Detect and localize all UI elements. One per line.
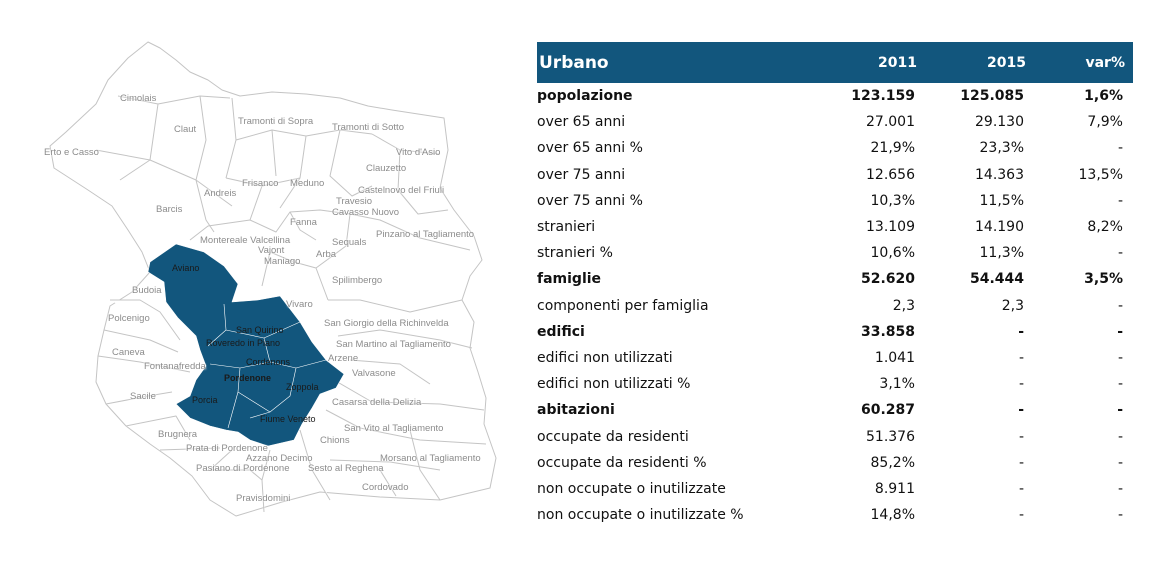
table-row xyxy=(537,450,1133,476)
map-label-fontanafredda: Fontanafredda xyxy=(144,361,206,372)
table-header xyxy=(537,42,1133,83)
table-row xyxy=(537,109,1133,135)
map-label-valvasone: Valvasone xyxy=(352,368,396,379)
value-var: - xyxy=(1117,402,1123,419)
map-label-prata: Prata di Pordenone xyxy=(186,443,268,454)
value-2011: 52.620 xyxy=(860,271,915,288)
value-var: - xyxy=(1117,376,1123,393)
value-2011: 3,1% xyxy=(879,376,915,393)
table-row xyxy=(537,293,1133,319)
map-label-clauzetto: Clauzetto xyxy=(366,163,407,174)
value-var: - xyxy=(1117,428,1123,445)
value-2011: 12.656 xyxy=(866,166,915,183)
value-2015: - xyxy=(1018,376,1024,393)
map-label-meduno: Meduno xyxy=(290,178,325,189)
table-row xyxy=(537,423,1133,449)
row-label: stranieri xyxy=(537,219,596,236)
value-2015: 11,5% xyxy=(979,192,1024,209)
value-2011: 14,8% xyxy=(870,507,915,524)
map-label-budoia: Budoia xyxy=(132,285,162,296)
map-label-san-giorgio: San Giorgio della Richinvelda xyxy=(324,318,449,329)
map-label-tramonti-sotto: Tramonti di Sotto xyxy=(332,122,404,133)
value-2011: 21,9% xyxy=(870,140,915,157)
map-label-spilimbergo: Spilimbergo xyxy=(332,275,383,286)
map-label-pordenone: Pordenone xyxy=(224,373,272,383)
table-row xyxy=(537,476,1133,502)
table-row xyxy=(537,162,1133,188)
map-label-travesio: Travesio xyxy=(336,196,373,207)
map-label-arba: Arba xyxy=(316,249,337,260)
map-label-brugnera: Brugnera xyxy=(158,429,198,440)
value-var: 1,6% xyxy=(1084,88,1123,105)
map-label-vivaro: Vivaro xyxy=(286,299,313,310)
row-label: edifici xyxy=(537,323,585,340)
map-label-caneva: Caneva xyxy=(112,347,145,358)
map-label-cimolais: Cimolais xyxy=(120,93,157,104)
map-label-maniago: Maniago xyxy=(264,256,301,267)
value-var: - xyxy=(1117,140,1123,157)
column-2015: 2015 xyxy=(987,54,1026,71)
value-2015: - xyxy=(1018,428,1024,445)
value-2015: 11,3% xyxy=(979,245,1024,262)
value-2015: 2,3 xyxy=(1001,297,1024,314)
value-2011: 60.287 xyxy=(860,402,915,419)
table-row xyxy=(537,397,1133,423)
value-2015: - xyxy=(1018,349,1024,366)
row-label: over 65 anni % xyxy=(537,140,643,157)
value-var: - xyxy=(1117,454,1123,471)
map-label-casarsa: Casarsa della Delizia xyxy=(332,397,422,408)
province-map xyxy=(40,35,500,525)
row-label: edifici non utilizzati % xyxy=(537,376,691,393)
map-label-cavasso: Cavasso Nuovo xyxy=(332,207,400,218)
value-2011: 13.109 xyxy=(866,219,915,236)
value-2011: 8.911 xyxy=(874,480,915,497)
map-label-vito-asio: Vito d'Asio xyxy=(396,147,441,158)
statistics-table xyxy=(537,42,1133,528)
map-label-vajont: Vajont xyxy=(258,245,285,256)
map-label-pinzano: Pinzano al Tagliamento xyxy=(376,229,475,240)
map-label-aviano: Aviano xyxy=(172,263,200,273)
value-var: 13,5% xyxy=(1078,166,1123,183)
map-label-barcis: Barcis xyxy=(156,204,183,215)
row-label: occupate da residenti % xyxy=(537,454,707,471)
column-var: var% xyxy=(1085,54,1125,71)
table-title: Urbano xyxy=(539,52,609,73)
value-2015: - xyxy=(1018,454,1024,471)
value-var: - xyxy=(1117,323,1123,340)
table-row xyxy=(537,345,1133,371)
map-label-claut: Claut xyxy=(174,124,197,135)
map-label-sequals: Sequals xyxy=(332,237,367,248)
value-2015: 14.190 xyxy=(975,219,1024,236)
row-label: componenti per famiglia xyxy=(537,297,709,314)
map-label-castelnovo: Castelnovo del Friuli xyxy=(358,185,445,196)
map-label-tramonti-sopra: Tramonti di Sopra xyxy=(238,116,314,127)
value-2015: 54.444 xyxy=(969,271,1024,288)
value-2015: 14.363 xyxy=(975,166,1024,183)
row-label: popolazione xyxy=(537,88,633,105)
row-label: stranieri % xyxy=(537,245,613,262)
row-label: over 65 anni xyxy=(537,114,626,131)
map-svg xyxy=(40,35,500,525)
map-label-pravisdomini: Pravisdomini xyxy=(236,493,291,504)
row-label: occupate da residenti xyxy=(537,428,689,445)
value-2011: 51.376 xyxy=(866,428,915,445)
table-row xyxy=(537,371,1133,397)
value-2015: - xyxy=(1018,480,1024,497)
map-label-cordenons: Cordenons xyxy=(246,357,291,367)
map-label-fiume-veneto: Fiume Veneto xyxy=(260,414,316,424)
table-body xyxy=(537,83,1133,528)
row-label: non occupate o inutilizzate % xyxy=(537,507,744,524)
map-label-erto: Erto e Casso xyxy=(44,147,99,158)
map-label-zoppola: Zoppola xyxy=(286,382,319,392)
value-var: - xyxy=(1117,245,1123,262)
table-row xyxy=(537,214,1133,240)
value-2015: - xyxy=(1018,402,1024,419)
map-label-cordovado: Cordovado xyxy=(362,482,409,493)
value-2011: 1.041 xyxy=(874,349,915,366)
map-label-arzene: Arzene xyxy=(328,353,359,364)
map-label-montereale: Montereale Valcellina xyxy=(200,235,291,246)
value-2015: - xyxy=(1018,507,1024,524)
value-2011: 10,3% xyxy=(870,192,915,209)
value-var: - xyxy=(1117,297,1123,314)
value-2015: 29.130 xyxy=(975,114,1024,131)
value-2011: 2,3 xyxy=(892,297,915,314)
map-label-sesto: Sesto al Reghena xyxy=(308,463,384,474)
table-row xyxy=(537,135,1133,161)
map-label-polcenigo: Polcenigo xyxy=(108,313,150,324)
table-row xyxy=(537,188,1133,214)
map-label-san-vito: San Vito al Tagliamento xyxy=(344,423,444,434)
map-label-porcia: Porcia xyxy=(192,395,218,405)
value-var: - xyxy=(1117,349,1123,366)
map-label-morsano: Morsano al Tagliamento xyxy=(380,453,481,464)
table-row xyxy=(537,266,1133,292)
value-2011: 33.858 xyxy=(860,323,915,340)
row-label: over 75 anni xyxy=(537,166,626,183)
map-label-san-martino: San Martino al Tagliamento xyxy=(336,339,451,350)
map-label-chions: Chions xyxy=(320,435,350,446)
map-label-san-quirino: San Quirino xyxy=(236,325,284,335)
row-label: non occupate o inutilizzate xyxy=(537,480,726,497)
value-2015: 23,3% xyxy=(979,140,1024,157)
column-2011: 2011 xyxy=(878,54,917,71)
row-label: edifici non utilizzati xyxy=(537,349,673,366)
value-2011: 27.001 xyxy=(866,114,915,131)
map-label-pasiano: Pasiano di Pordenone xyxy=(196,463,290,474)
map-label-fanna: Fanna xyxy=(290,217,317,228)
value-var: 3,5% xyxy=(1084,271,1123,288)
map-label-azzano: Azzano Decimo xyxy=(246,453,313,464)
map-label-roveredo: Roveredo in Piano xyxy=(206,338,281,348)
map-label-frisanco: Frisanco xyxy=(242,178,279,189)
value-var: 8,2% xyxy=(1087,219,1123,236)
map-label-andreis: Andreis xyxy=(204,188,237,199)
value-2011: 10,6% xyxy=(870,245,915,262)
value-var: - xyxy=(1117,192,1123,209)
value-var: 7,9% xyxy=(1087,114,1123,131)
value-var: - xyxy=(1117,507,1123,524)
value-2015: 125.085 xyxy=(960,88,1024,105)
value-var: - xyxy=(1117,480,1123,497)
table-row xyxy=(537,319,1133,345)
value-2015: - xyxy=(1018,323,1024,340)
value-2011: 85,2% xyxy=(870,454,915,471)
map-label-sacile: Sacile xyxy=(130,391,156,402)
row-label: abitazioni xyxy=(537,402,615,419)
table-row xyxy=(537,240,1133,266)
row-label: over 75 anni % xyxy=(537,192,643,209)
table-row xyxy=(537,502,1133,528)
value-2011: 123.159 xyxy=(851,88,915,105)
table-row xyxy=(537,83,1133,109)
row-label: famiglie xyxy=(537,271,602,288)
